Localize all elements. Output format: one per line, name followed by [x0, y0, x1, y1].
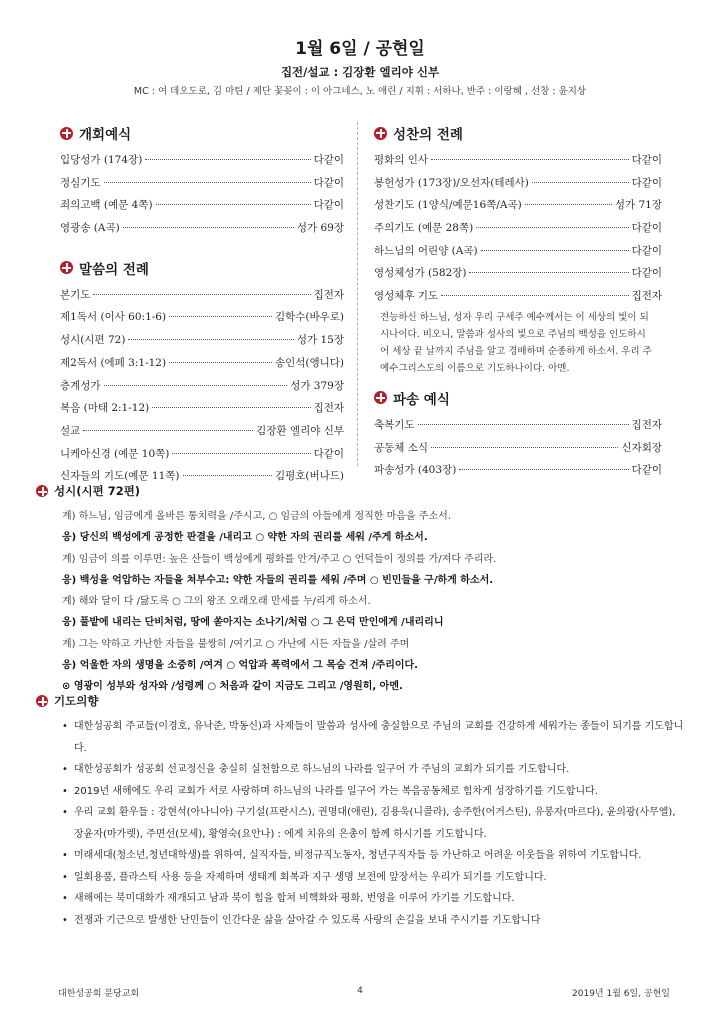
psalm-verse: 응) 백성을 억압하는 자들을 쳐부수고: 약한 자들의 권리를 세워 /주며 ○ 빈민들을 구/하게 하소서. — [62, 574, 494, 586]
dot-leader — [104, 182, 311, 183]
dot-leader — [441, 295, 628, 296]
order-item-label: 제1독서 (이사 60:1-6) — [60, 311, 167, 324]
order-item-label: 성찬기도 (1양식/예문16쪽/A곡) — [374, 199, 522, 212]
dot-leader — [169, 362, 272, 363]
section-gap — [60, 243, 344, 257]
psalm-verse: 응) 풀밭에 내리는 단비처럼, 땅에 쏟아지는 소나기/처럼 ○ 그 은덕 만인에게 /내리리니 — [62, 617, 444, 629]
cross-icon — [36, 485, 48, 497]
order-item-role: 집전자 — [631, 418, 662, 431]
order-item-label: 파송성가 (403장) — [374, 464, 457, 477]
prayer-line: 시나이다. 비오니, 말씀과 성사의 빛으로 주님의 백성을 인도하시 — [380, 328, 646, 340]
order-item-label: 제2독서 (에페 3:1-12) — [60, 356, 167, 369]
dot-leader — [172, 453, 310, 454]
intention-item: • 일회용품, 플라스틱 사용 등을 자제하며 생태계 회복과 지구 생명 보전에 앞장서는 우리가 되기를 기도합니다. — [62, 867, 688, 889]
column-divider — [357, 122, 358, 466]
order-item-label: 하느님의 어린양 (A곡) — [374, 244, 478, 257]
dot-leader — [459, 469, 628, 470]
prayer-line: 어 세상 끝 날까지 주님을 알고 경배하며 순종하게 하소서. 우리 주 — [380, 345, 652, 357]
footer-church: 대한성공회 분당교회 — [58, 989, 140, 999]
order-item-label: 죄의고백 (예문 4쪽) — [60, 199, 153, 212]
dot-leader — [123, 227, 294, 228]
order-item-role: 다같이 — [631, 267, 662, 280]
order-item-label: 입당성가 (174장) — [60, 154, 143, 166]
opening-rites-title: 개회예식 — [79, 127, 132, 143]
order-item — [60, 220, 344, 243]
dot-leader — [169, 316, 272, 317]
dot-leader — [525, 204, 612, 205]
dot-leader — [431, 447, 618, 448]
prayer-line: 예수그리스도의 이름으로 기도하나이다. 아멘. — [380, 362, 570, 374]
prayer-line: 전능하신 하느님, 성자 우리 구세주 예수께서는 이 세상의 빛이 되 — [380, 311, 649, 323]
opening-rites-heading — [60, 122, 344, 144]
order-item-label: 봉헌성가 (173장)/오선자(테레사) — [374, 176, 529, 189]
intention-item: • 미래세대(청소년,청년대학생)를 위하여, 실직자들, 비정규직노동자, 청년구직자들 등 가난하고 어려운 이웃들을 위하여 기도합니다. — [62, 845, 688, 867]
celebrant-line: 집전/설교 : 김장환 엘리야 신부 — [280, 65, 440, 79]
order-item — [60, 423, 344, 446]
order-item-label: 축복기도 — [374, 418, 415, 431]
order-item-role: 다같이 — [631, 464, 662, 477]
order-item-label: 복음 (마태 2:1-12) — [60, 402, 150, 415]
psalm-verse: 계) 임금이 의를 이루면: 높은 산들이 백성에게 평화를 안겨/주고 ○ 언덕들이 정의를 가/져다 주리라. — [62, 553, 497, 565]
dot-leader — [418, 424, 629, 425]
order-item — [374, 175, 662, 198]
dot-leader — [83, 430, 253, 431]
order-item-label: 층계성가 — [60, 379, 101, 392]
order-item-label: 주의기도 (예문 28쪽) — [374, 222, 474, 235]
order-item-role: 다같이 — [631, 222, 662, 235]
order-item-label: 공동체 소식 — [374, 441, 429, 454]
cross-icon — [374, 127, 387, 140]
liturgy-of-word-heading — [60, 257, 344, 279]
order-item-role: 다같이 — [313, 199, 344, 212]
dot-leader — [128, 339, 293, 340]
intentions-list — [36, 716, 688, 931]
order-item — [60, 332, 344, 355]
cross-icon — [60, 261, 73, 274]
ministry-credits: MC : 여 데오도로, 김 마틴 / 제단 꽃꽂이 : 이 아그네스, 노 애린 / 지휘 : 서하나, 반주 : 이랑혜 , 선창 : 윤지상 — [133, 86, 587, 97]
dot-leader — [104, 385, 288, 386]
order-item — [60, 287, 344, 310]
order-item — [60, 378, 344, 401]
order-item — [60, 175, 344, 198]
order-item-role: 성가 15장 — [296, 334, 344, 347]
intentions-title: 기도의향 — [54, 694, 99, 708]
cross-icon — [36, 695, 48, 707]
dismissal-heading — [374, 387, 662, 409]
psalm-lines — [36, 506, 686, 698]
order-item — [60, 355, 344, 378]
intention-item: • 대한성공회 주교들(이경호, 유낙준, 박동신)과 사제들이 말씀과 성사에 충실함으로 주님의 교회를 건강하게 세워가는 종들이 되기를 기도합니다. — [62, 716, 688, 759]
psalm-verse: 계) 그는 약하고 가난한 자들을 불쌍히 /여기고 ○ 가난에 시든 자들을 /살려 주며 — [62, 638, 410, 650]
psalm-heading — [36, 480, 686, 502]
order-item-role: 성가 69장 — [296, 222, 344, 235]
order-item-label: 영성체성가 (582장) — [374, 267, 467, 280]
footer-page-number: 4 — [357, 986, 363, 996]
dot-leader — [481, 250, 629, 251]
order-item — [374, 440, 662, 463]
psalm-verse: ⊙ 영광이 성부와 성자와 /성령께 ○ 처음과 같이 지금도 그리고 /영원히, 아멘. — [62, 681, 403, 693]
order-item-role: 다같이 — [631, 244, 662, 257]
order-item-role: 집전자 — [631, 290, 662, 303]
dot-leader — [183, 475, 272, 476]
page-title: 1월 6일 / 공현일 — [295, 39, 425, 59]
cross-icon — [60, 127, 73, 140]
order-item-role: 신자회장 — [621, 441, 662, 454]
order-item-role: 다같이 — [631, 176, 662, 189]
dismissal-title: 파송 예식 — [393, 391, 450, 408]
order-item — [60, 400, 344, 423]
intention-item: • 대한성공회가 성공회 선교정신을 충실히 실천함으로 하느님의 나라를 일구어 가 주님의 교회가 되기를 기도합니다. — [62, 759, 688, 781]
order-item-role: 집전자 — [313, 288, 344, 301]
order-item-role: 다같이 — [313, 176, 344, 189]
order-item-label: 신자들의 기도(예문 11쪽) — [60, 470, 180, 483]
order-item-label: 본기도 — [60, 288, 91, 301]
intention-item: • 2019년 새해에도 우리 교회가 서로 사랑하며 하느님의 나라를 일구어 가는 복음공동체로 힘차게 성장하기를 기도합니다. — [62, 781, 688, 803]
intentions-heading — [36, 690, 688, 712]
footer-date: 2019년 1월 6일, 공현일 — [572, 989, 670, 999]
dot-leader — [431, 159, 629, 160]
order-item — [374, 243, 662, 266]
order-item-role: 성가 379장 — [290, 379, 344, 392]
eucharist-heading — [374, 122, 662, 144]
post-communion-prayer — [374, 309, 662, 377]
order-item-label: 성시(시편 72) — [60, 334, 126, 347]
order-item — [60, 446, 344, 469]
dot-leader — [156, 204, 311, 205]
order-item — [60, 197, 344, 220]
eucharist-title: 성찬의 전례 — [393, 127, 463, 143]
order-item-role: 성가 71장 — [614, 199, 662, 212]
psalm-verse: 계) 해와 달이 다 /닳도록 ○ 그의 왕조 오래오래 만세를 누/리게 하소서. — [62, 596, 371, 608]
order-item-role: 다같이 — [313, 447, 344, 460]
dot-leader — [532, 182, 629, 183]
cross-icon — [374, 391, 387, 404]
order-item-role: 송인석(앵니다) — [274, 356, 344, 369]
intentions-section — [36, 690, 688, 931]
liturgy-of-word-title: 말씀의 전례 — [79, 261, 149, 278]
order-item-label: 니케아신경 (예문 10쪽) — [60, 447, 170, 460]
order-item — [374, 220, 662, 243]
order-item-role: 다같이 — [631, 154, 662, 166]
order-item-label: 평화의 인사 — [374, 154, 429, 166]
intention-item: • 전쟁과 기근으로 발생한 난민들이 인간다운 삶을 살아갈 수 있도록 사랑의 손길을 보내 주시기를 기도합니다 — [62, 910, 688, 932]
dot-leader — [152, 407, 310, 408]
right-order-column — [374, 122, 662, 485]
psalm-title: 성시(시편 72편) — [54, 484, 141, 498]
order-item — [374, 265, 662, 288]
dot-leader — [145, 159, 310, 160]
dot-leader — [93, 294, 310, 295]
psalm-verse: 응) 억울한 자의 생명을 소중히 /여겨 ○ 억압과 폭력에서 그 목숨 건져 /주리이다. — [62, 660, 418, 672]
order-item-label: 영성체후 기도 — [374, 290, 439, 303]
intention-item: • 새해에는 북미대화가 재개되고 남과 북이 힘을 합쳐 비핵화와 평화, 번영을 이루어 가기를 기도합니다. — [62, 888, 688, 910]
order-item — [374, 197, 662, 220]
order-item-role: 집전자 — [313, 402, 344, 415]
order-item — [374, 417, 662, 440]
dot-leader — [476, 227, 628, 228]
dot-leader — [469, 272, 628, 273]
order-item-role: 김평호(버나드) — [274, 470, 344, 483]
left-order-column — [60, 122, 344, 491]
order-item-label: 정심기도 — [60, 176, 101, 189]
order-item-label: 영광송 (A곡) — [60, 222, 120, 235]
psalm-verse: 응) 당신의 백성에게 공정한 판결을 /내리고 ○ 약한 자의 권리를 세워 /주게 하소서. — [62, 532, 428, 544]
intention-item: • 우리 교회 환우들 : 강현석(아나니아) 구기설(프란시스), 권명대(애린), 김용욱(니콜라), 송주한(어거스틴), 유봉자(마르다), 윤의광(사무엘), 장윤자(마가렛), 주면선(모세), 황영숙(요안나) : 에게 치유의 은총이 함께 하시기를 기도합니다. — [62, 802, 688, 845]
order-item-role: 다같이 — [313, 154, 344, 166]
order-item — [374, 288, 662, 311]
psalm-verse: 계) 하느님, 임금에게 올바른 통치력을 /주시고, ○ 임금의 아들에게 정직한 마음을 주소서. — [62, 511, 451, 522]
order-item — [374, 152, 662, 175]
order-item-label: 설교 — [60, 424, 81, 437]
order-item — [60, 152, 344, 175]
psalm-section — [36, 480, 686, 698]
order-item-role: 김장환 엘리야 신부 — [256, 424, 344, 437]
order-item-role: 김학수(바우로) — [274, 311, 344, 324]
order-item — [60, 309, 344, 332]
